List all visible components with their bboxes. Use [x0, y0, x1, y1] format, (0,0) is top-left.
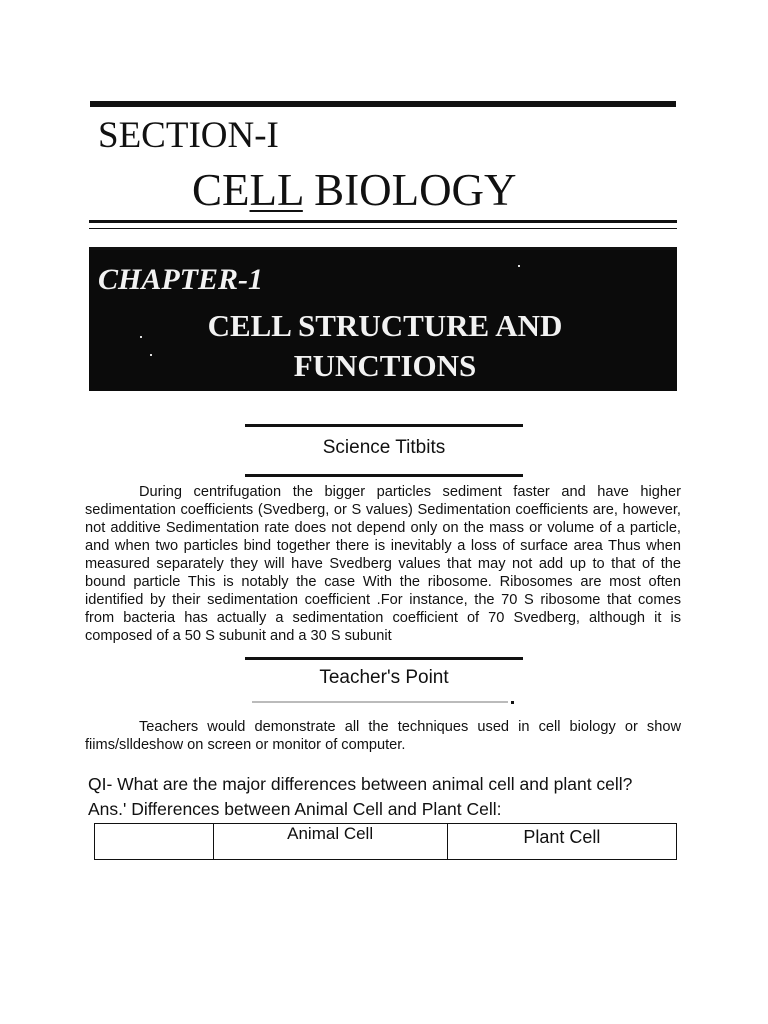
subject-title-prefix: CE [192, 165, 250, 215]
titbits-paragraph: During centrifugation the bigger particles sediment faster and have higher sedimentation coefficients (Svedberg, or S values) Sedimentation coefficients are, however, not additive Sedimentation rate does not depend only on the mass or volume of a particle, and when two particles bind together there is inevitably a loss of surface area Thus when measured separately they will have Svedberg values that may not add up to that of the bound particle This is notably the case With the ribosome. Ribosomes are most often identified by their sedimentation coefficient .For instance, the 70 S ribosome that comes from bacteria has actually a sedimentation coefficient of 70 Svedberg, although it is composed of a 50 S subunit and a 30 S subunit [85, 484, 681, 644]
chapter-label: CHAPTER-1 [98, 263, 264, 296]
table-header-animal-cell: Animal Cell [213, 824, 447, 860]
table-header-plant-cell: Plant Cell [447, 824, 676, 860]
subject-title [192, 163, 517, 217]
subject-title-suffix: BIOLOGY [302, 165, 517, 215]
teachers-point-rule-top [245, 657, 523, 660]
question-text: QI- What are the major differences between animal cell and plant cell? [88, 774, 633, 794]
differences-table [94, 823, 677, 860]
chapter-title [160, 306, 610, 386]
scan-speck [140, 336, 142, 338]
teachers-point-heading: Teacher's Point [319, 667, 449, 688]
subject-title-underlined: LL [249, 165, 303, 215]
scan-speck [518, 265, 520, 267]
scan-speck [511, 701, 514, 704]
table-header-cell [95, 824, 214, 860]
double-rule [89, 220, 677, 229]
chapter-title-line-1: CELL STRUCTURE AND [207, 308, 563, 343]
table-row [95, 824, 677, 860]
titbits-rule-top [245, 424, 523, 427]
titbits-heading: Science Titbits [322, 437, 446, 458]
chapter-title-line-2: FUNCTIONS [293, 348, 477, 383]
top-rule [90, 101, 676, 107]
teachers-point-paragraph: Teachers would demonstrate all the techniques used in cell biology or show fiims/slldeshow on screen or monitor of computer. [85, 719, 681, 753]
titbits-rule-bottom [245, 474, 523, 477]
section-title: SECTION-I [98, 115, 279, 156]
teachers-point-rule-bottom [252, 701, 508, 703]
scan-speck [150, 354, 152, 356]
answer-text: Ans.' Differences between Animal Cell and Plant Cell: [88, 799, 502, 819]
